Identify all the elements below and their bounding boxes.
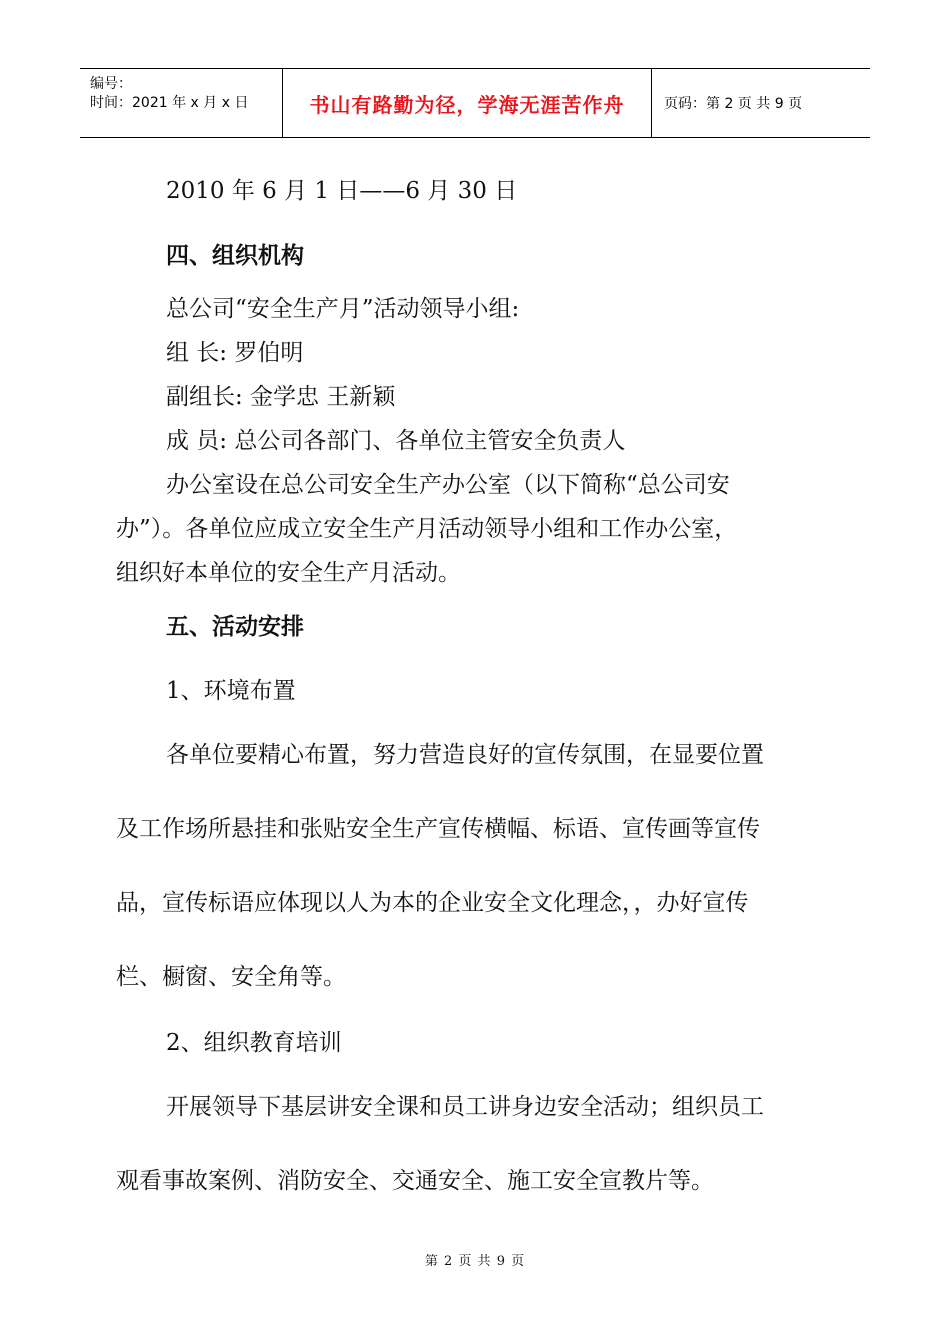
header-motto: 书山有路勤为径，学海无涯苦作舟 (309, 92, 625, 117)
page-footer: 第 2 页 共 9 页 (424, 1254, 526, 1269)
section-title-activities: 五、活动安排 (166, 614, 304, 640)
header-page-info: 页码：第 2 页 共 9 页 (664, 96, 803, 112)
office-paragraph-line-1: 办公室设在总公司安全生产办公室（以下简称“总公司安 (166, 472, 730, 498)
item-2-paragraph-line-2: 观看事故案例、消防安全、交通安全、施工安全宣教片等。 (116, 1168, 714, 1194)
office-paragraph-line-3: 组织好本单位的安全生产月活动。 (116, 560, 461, 586)
document-number-label: 编号： (90, 76, 132, 92)
vice-group-leader: 副组长: 金学忠 王新颖 (166, 384, 396, 410)
item-1-paragraph-line-4: 栏、橱窗、安全角等。 (116, 964, 346, 990)
item-1-title: 1、环境布置 (166, 678, 296, 704)
item-2-title: 2、组织教育培训 (166, 1030, 342, 1056)
document-time-label: 时间：2021 年 x 月 x 日 (90, 95, 249, 111)
leader-group-intro: 总公司“安全生产月”活动领导小组: (166, 296, 520, 322)
item-1-paragraph-line-2: 及工作场所悬挂和张贴安全生产宣传横幅、标语、宣传画等宣传 (116, 816, 760, 842)
office-paragraph-line-2: 办”）。各单位应成立安全生产月活动领导小组和工作办公室， (116, 516, 738, 542)
item-2-paragraph-line-1: 开展领导下基层讲安全课和员工讲身边安全活动；组织员工 (166, 1094, 764, 1120)
date-range: 2010 年 6 月 1 日——6 月 30 日 (166, 178, 518, 204)
item-1-paragraph-line-1: 各单位要精心布置，努力营造良好的宣传氛围，在显要位置 (166, 742, 764, 768)
header-motto-cell (282, 69, 652, 137)
document-header (80, 68, 870, 138)
group-members: 成 员: 总公司各部门、各单位主管安全负责人 (166, 428, 626, 454)
section-title-organization: 四、组织机构 (166, 243, 304, 269)
group-leader: 组 长: 罗伯明 (166, 340, 304, 366)
item-1-paragraph-line-3: 品，宣传标语应体现以人为本的企业安全文化理念，，办好宣传 (116, 890, 749, 916)
header-meta (80, 69, 282, 137)
